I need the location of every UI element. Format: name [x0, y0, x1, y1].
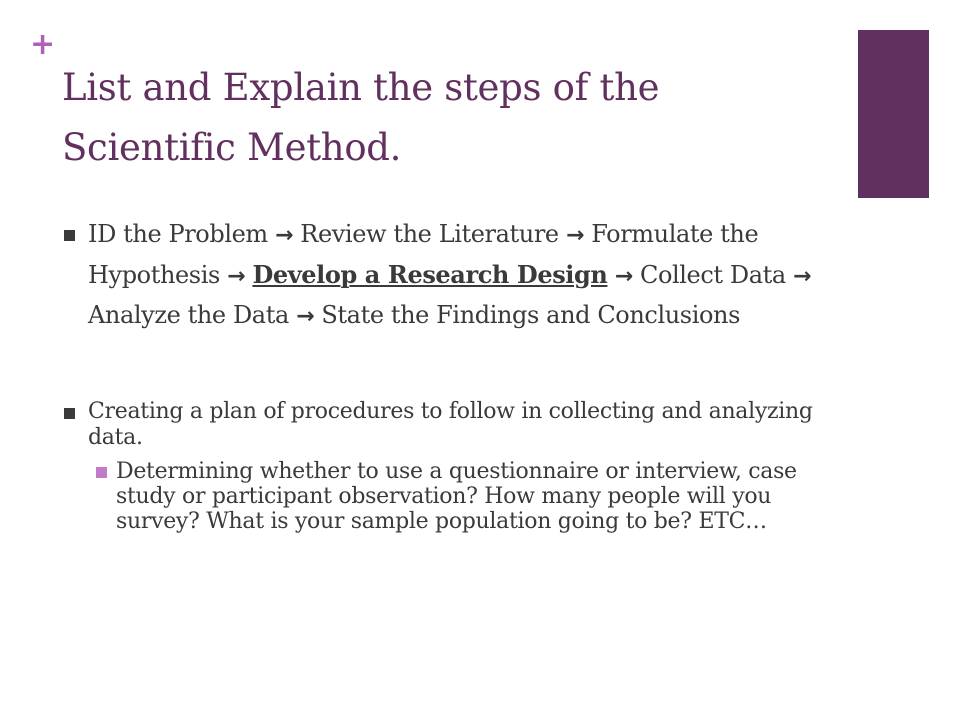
step-1: ID the Problem [88, 220, 268, 248]
sub-bullet-text: Determining whether to use a questionnaire or interview, case study or participant observation? How many people will you survey? What is your sample population going to be? ETC… [116, 458, 797, 534]
plan-text: Creating a plan of procedures to follow in collecting and analyzing data. [88, 398, 813, 450]
plan-bullet [64, 399, 854, 534]
right-arrow-icon: → [275, 223, 294, 248]
right-arrow-icon: → [793, 263, 812, 289]
right-arrow-icon: → [565, 223, 584, 248]
sub-bullet-list [96, 459, 854, 534]
steps-sequence [88, 215, 854, 337]
slide-title: List and Explain the steps of the Scientific Method. [62, 66, 660, 169]
step-6: Analyze the Data [88, 301, 289, 329]
steps-bullet [64, 215, 854, 337]
bullet-marker [64, 230, 75, 241]
right-arrow-icon: → [614, 263, 633, 289]
sub-bullet-marker [96, 467, 107, 478]
bullet-list [64, 215, 854, 534]
plus-icon: + [30, 27, 56, 62]
sub-bullet [96, 459, 854, 534]
accent-bar [858, 30, 929, 198]
right-arrow-icon: → [296, 304, 315, 329]
step-4: Develop a Research Design [252, 259, 608, 289]
step-5: Collect Data [639, 260, 786, 289]
step-3: Formulate the Hypothesis [88, 220, 759, 289]
bullet-marker [64, 408, 75, 419]
right-arrow-icon: → [227, 263, 246, 289]
step-2: Review the Literature [300, 220, 559, 248]
step-7: State the Findings and Conclusions [321, 301, 740, 329]
